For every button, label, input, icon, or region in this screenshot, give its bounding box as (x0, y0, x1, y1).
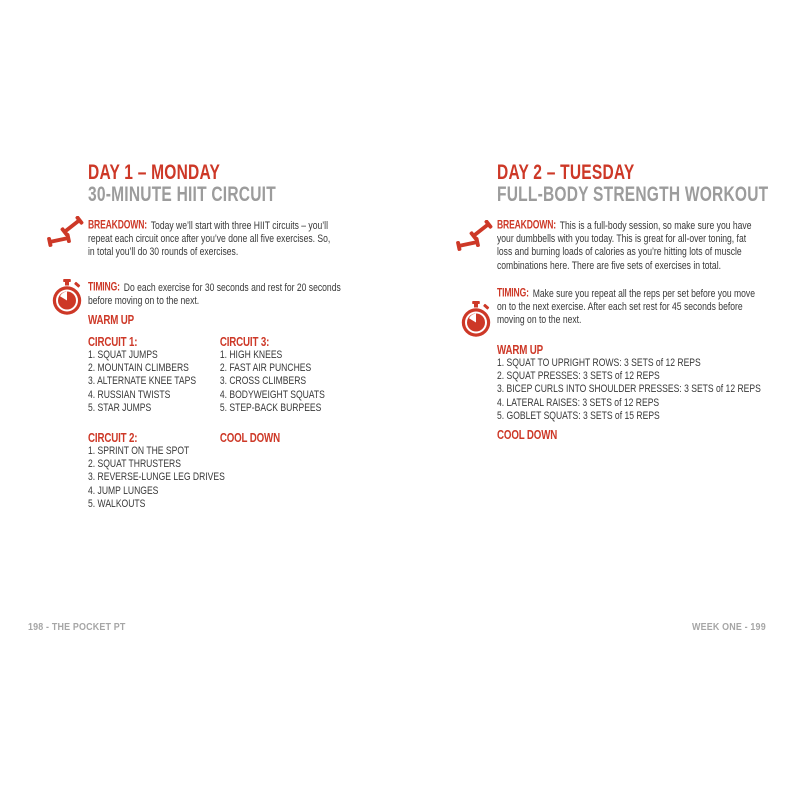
timing-paragraph (88, 282, 341, 308)
list-item: 4. JUMP LUNGES (88, 484, 159, 497)
list-item: 5. GOBLET SQUATS: 3 SETS of 15 REPS (497, 409, 660, 422)
list-item: 1. SQUAT JUMPS (88, 349, 158, 361)
circuit-3-block (220, 336, 325, 415)
page-title: DAY 2 – TUESDAY (497, 161, 635, 184)
timing-paragraph (497, 288, 755, 328)
paragraph-line: combinations here. There are five sets of exercises in total. (497, 259, 721, 272)
circuits-column-2 (220, 336, 325, 445)
paragraph-line: on to the next exercise. After each set rest for 45 seconds before (497, 301, 743, 314)
cool-down-heading: COOL DOWN (497, 428, 558, 443)
cool-down-heading: COOL DOWN (219, 431, 280, 446)
list-item: 5. STEP-BACK BURPEES (219, 401, 322, 414)
paragraph-line: BREAKDOWN: This is a full-body session, so make sure you have (497, 218, 752, 233)
warm-up-heading: WARM UP (88, 313, 135, 327)
footer-right-page-number: WEEK ONE - 199 (692, 621, 766, 633)
circuit-1-heading: CIRCUIT 1: (88, 335, 138, 349)
dumbbell-icon (46, 216, 86, 255)
warm-up-heading: WARM UP (497, 343, 544, 357)
dumbbell-icon (455, 220, 495, 259)
list-item: 4. RUSSIAN TWISTS (88, 388, 171, 401)
circuit-3-heading: CIRCUIT 3: (219, 335, 270, 349)
list-item: 2. MOUNTAIN CLIMBERS (88, 362, 189, 375)
paragraph-line: TIMING: Do each exercise for 30 seconds and rest for 20 seconds (88, 280, 341, 295)
paragraph-line: moving on to the next. (497, 314, 582, 327)
breakdown-label: BREAKDOWN: (88, 218, 147, 233)
page-subtitle: FULL-BODY STRENGTH WORKOUT (497, 183, 769, 206)
paragraph-line: BREAKDOWN: Today we’ll start with three HIIT circuits – you’ll (88, 218, 328, 233)
footer-left-page-number: 198 - THE POCKET PT (28, 621, 126, 633)
list-item: 3. CROSS CLIMBERS (219, 375, 307, 388)
list-item: 5. STAR JUMPS (88, 401, 152, 414)
paragraph-line: TIMING: Make sure you repeat all the reps per set before you move (497, 286, 755, 301)
paragraph-line: your dumbbells with you today. This is great for all-over toning, fat (497, 233, 747, 246)
circuits-column-1 (88, 336, 225, 511)
timing-label: TIMING: (497, 286, 529, 301)
breakdown-paragraph (497, 220, 751, 273)
list-item: 4. BODYWEIGHT SQUATS (219, 388, 325, 401)
list-item: 1. SQUAT TO UPRIGHT ROWS: 3 SETS of 12 REPS (497, 357, 701, 369)
list-item: 1. HIGH KNEES (219, 349, 283, 361)
list-item: 2. FAST AIR PUNCHES (219, 362, 312, 375)
paragraph-line: loss and burning loads of calories as you’re hitting lots of muscle (497, 246, 742, 259)
list-item: 5. WALKOUTS (88, 497, 146, 510)
circuit-2-block (88, 432, 225, 511)
circuit-2-heading: CIRCUIT 2: (88, 431, 138, 446)
breakdown-paragraph (88, 220, 330, 260)
list-item: 4. LATERAL RAISES: 3 SETS of 12 REPS (497, 396, 660, 409)
paragraph-line: in total you’ll do 30 rounds of exercises. (88, 246, 239, 259)
paragraph-line: repeat each circuit once after you’ve done all five exercises. So, (88, 233, 331, 246)
breakdown-label: BREAKDOWN: (497, 218, 556, 233)
list-item: 3. BICEP CURLS INTO SHOULDER PRESSES: 3 SETS of 12 REPS (497, 383, 761, 396)
paragraph-line: before moving on to the next. (88, 295, 200, 308)
list-item: 2. SQUAT THRUSTERS (88, 458, 181, 471)
timing-label: TIMING: (88, 280, 120, 295)
stopwatch-icon (459, 301, 493, 344)
list-item: 3. ALTERNATE KNEE TAPS (88, 375, 197, 388)
stopwatch-icon (50, 279, 84, 322)
list-item: 1. SPRINT ON THE SPOT (88, 445, 190, 458)
list-item: 2. SQUAT PRESSES: 3 SETS of 12 REPS (497, 370, 660, 383)
list-item: 3. REVERSE-LUNGE LEG DRIVES (88, 471, 225, 484)
page-subtitle: 30-MINUTE HIIT CIRCUIT (88, 183, 276, 206)
page-title: DAY 1 – MONDAY (88, 161, 221, 184)
workout-list-area (497, 344, 761, 442)
circuit-1-block (88, 336, 225, 415)
